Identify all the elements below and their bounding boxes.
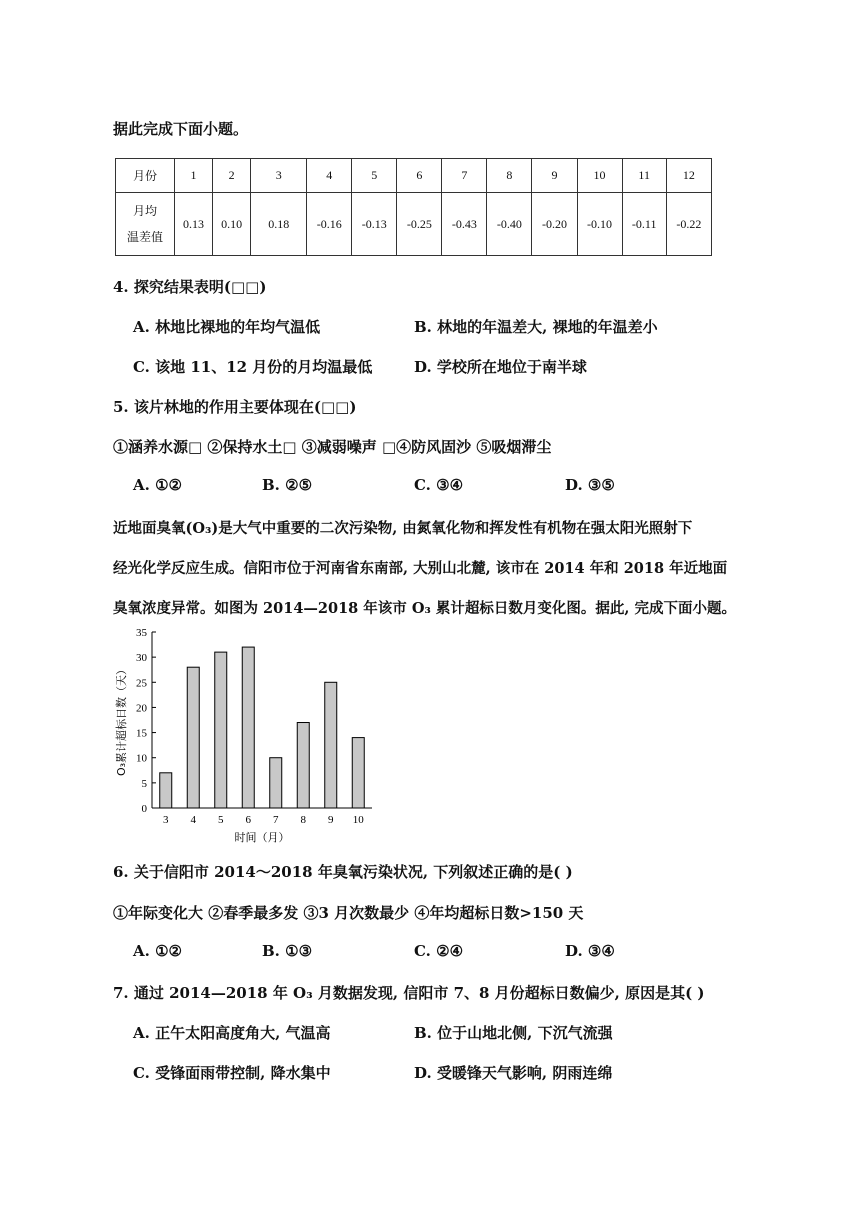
q5-option-c: C. ③④ bbox=[414, 476, 464, 494]
q6-option-d: D. ③④ bbox=[565, 942, 615, 960]
y-tick-label: 5 bbox=[141, 777, 147, 790]
bar-month-9 bbox=[325, 682, 337, 808]
y-tick-label: 0 bbox=[141, 803, 147, 815]
q7-option-d: D. 受暖锋天气影响, 阴雨连绵 bbox=[414, 1064, 613, 1082]
q6-option-c: C. ②④ bbox=[414, 942, 464, 960]
x-tick-label: 4 bbox=[190, 814, 196, 826]
passage-line-1: 近地面臭氧(O₃)是大气中重要的二次污染物, 由氮氧化物和挥发性有机物在强太阳光照射下 bbox=[113, 520, 693, 537]
y-tick-label: 30 bbox=[136, 652, 147, 665]
x-tick-label: 7 bbox=[273, 814, 279, 826]
q5-statements: ①涵养水源□ ②保持水土□ ③减弱噪声 □④防风固沙 ⑤吸烟滞尘 bbox=[113, 438, 552, 456]
y-tick-label: 35 bbox=[136, 627, 147, 639]
y-tick-label: 25 bbox=[136, 677, 147, 690]
q4-option-c: C. 该地 11、12 月份的月均温最低 bbox=[133, 358, 373, 376]
table-cell: 3 bbox=[251, 159, 307, 193]
bar-month-7 bbox=[270, 758, 282, 808]
table-cell: -0.43 bbox=[442, 193, 487, 256]
table-cell: 1 bbox=[175, 159, 213, 193]
q7-option-b: B. 位于山地北侧, 下沉气流强 bbox=[414, 1024, 613, 1042]
q6-option-a: A. ①② bbox=[133, 942, 182, 960]
q7-option-a: A. 正午太阳高度角大, 气温高 bbox=[133, 1024, 331, 1042]
table-cell: 5 bbox=[352, 159, 397, 193]
q6-statements: ①年际变化大 ②春季最多发 ③3 月次数最少 ④年均超标日数>150 天 bbox=[113, 904, 584, 922]
table-cell: -0.13 bbox=[352, 193, 397, 256]
table-cell: -0.20 bbox=[532, 193, 577, 256]
x-tick-label: 9 bbox=[328, 814, 334, 826]
table-cell: 6 bbox=[397, 159, 442, 193]
table-cell: 9 bbox=[532, 159, 577, 193]
q4-option-b: B. 林地的年温差大, 裸地的年温差小 bbox=[414, 318, 658, 336]
table-cell: 7 bbox=[442, 159, 487, 193]
question-4-stem: 4. 探究结果表明(□□) bbox=[113, 278, 267, 296]
table-cell: 10 bbox=[577, 159, 622, 193]
table-cell: -0.40 bbox=[487, 193, 532, 256]
question-5-stem: 5. 该片林地的作用主要体现在(□□) bbox=[113, 398, 357, 416]
table-row bbox=[116, 193, 712, 256]
table-header-month: 月份 bbox=[116, 159, 175, 193]
ozone-bar-chart bbox=[112, 624, 382, 849]
table-cell: 4 bbox=[307, 159, 352, 193]
table-cell: 11 bbox=[622, 159, 666, 193]
y-tick-label: 10 bbox=[136, 752, 147, 765]
y-tick-label: 20 bbox=[136, 702, 147, 715]
table-cell: 8 bbox=[487, 159, 532, 193]
table-cell: 0.10 bbox=[213, 193, 251, 256]
x-tick-label: 3 bbox=[163, 814, 169, 826]
table-cell: -0.11 bbox=[622, 193, 666, 256]
table-header-line: 月均 bbox=[132, 204, 157, 218]
table-cell: -0.22 bbox=[666, 193, 711, 256]
table-cell: 12 bbox=[666, 159, 711, 193]
passage-line-2: 经光化学反应生成。信阳市位于河南省东南部, 大别山北麓, 该市在 2014 年和 2018 年近地面 bbox=[113, 560, 728, 577]
bar-month-4 bbox=[187, 667, 199, 808]
bar-month-8 bbox=[297, 723, 309, 808]
x-tick-label: 6 bbox=[245, 814, 251, 826]
temperature-difference-table bbox=[115, 158, 712, 256]
bar-month-6 bbox=[242, 647, 254, 808]
y-tick-label: 15 bbox=[136, 727, 147, 740]
table-cell: -0.16 bbox=[307, 193, 352, 256]
table-cell: -0.25 bbox=[397, 193, 442, 256]
table-row bbox=[116, 159, 712, 193]
bar-month-10 bbox=[352, 738, 364, 808]
x-tick-label: 5 bbox=[218, 814, 224, 826]
table-header-temp-diff bbox=[116, 193, 175, 256]
q5-option-b: B. ②⑤ bbox=[262, 476, 313, 494]
x-tick-label: 8 bbox=[300, 814, 306, 826]
x-tick-label: 10 bbox=[352, 814, 364, 826]
question-7-stem: 7. 通过 2014—2018 年 O₃ 月数据发现, 信阳市 7、8 月份超标日数偏少, 原因是其( ) bbox=[113, 984, 705, 1002]
bar-month-3 bbox=[160, 773, 172, 808]
bar-month-5 bbox=[215, 652, 227, 808]
q5-option-a: A. ①② bbox=[133, 476, 182, 494]
intro-text: 据此完成下面小题。 bbox=[113, 120, 249, 138]
question-6-stem: 6. 关于信阳市 2014～2018 年臭氧污染状况, 下列叙述正确的是( ) bbox=[113, 863, 573, 881]
q7-option-c: C. 受锋面雨带控制, 降水集中 bbox=[133, 1064, 331, 1082]
x-axis-label: 时间（月） bbox=[234, 831, 290, 844]
table-cell: 0.18 bbox=[251, 193, 307, 256]
y-axis-label: O₃累计超标日数（天） bbox=[115, 663, 128, 777]
passage-line-3: 臭氧浓度异常。如图为 2014—2018 年该市 O₃ 累计超标日数月变化图。据此, 完成下面小题。 bbox=[113, 600, 736, 617]
q4-option-d: D. 学校所在地位于南半球 bbox=[414, 358, 587, 376]
table-cell: 0.13 bbox=[175, 193, 213, 256]
q4-option-a: A. 林地比裸地的年均气温低 bbox=[133, 318, 321, 336]
table-cell: 2 bbox=[213, 159, 251, 193]
q6-option-b: B. ①③ bbox=[262, 942, 313, 960]
q5-option-d: D. ③⑤ bbox=[565, 476, 615, 494]
table-cell: -0.10 bbox=[577, 193, 622, 256]
table-header-line: 温差值 bbox=[126, 230, 163, 244]
